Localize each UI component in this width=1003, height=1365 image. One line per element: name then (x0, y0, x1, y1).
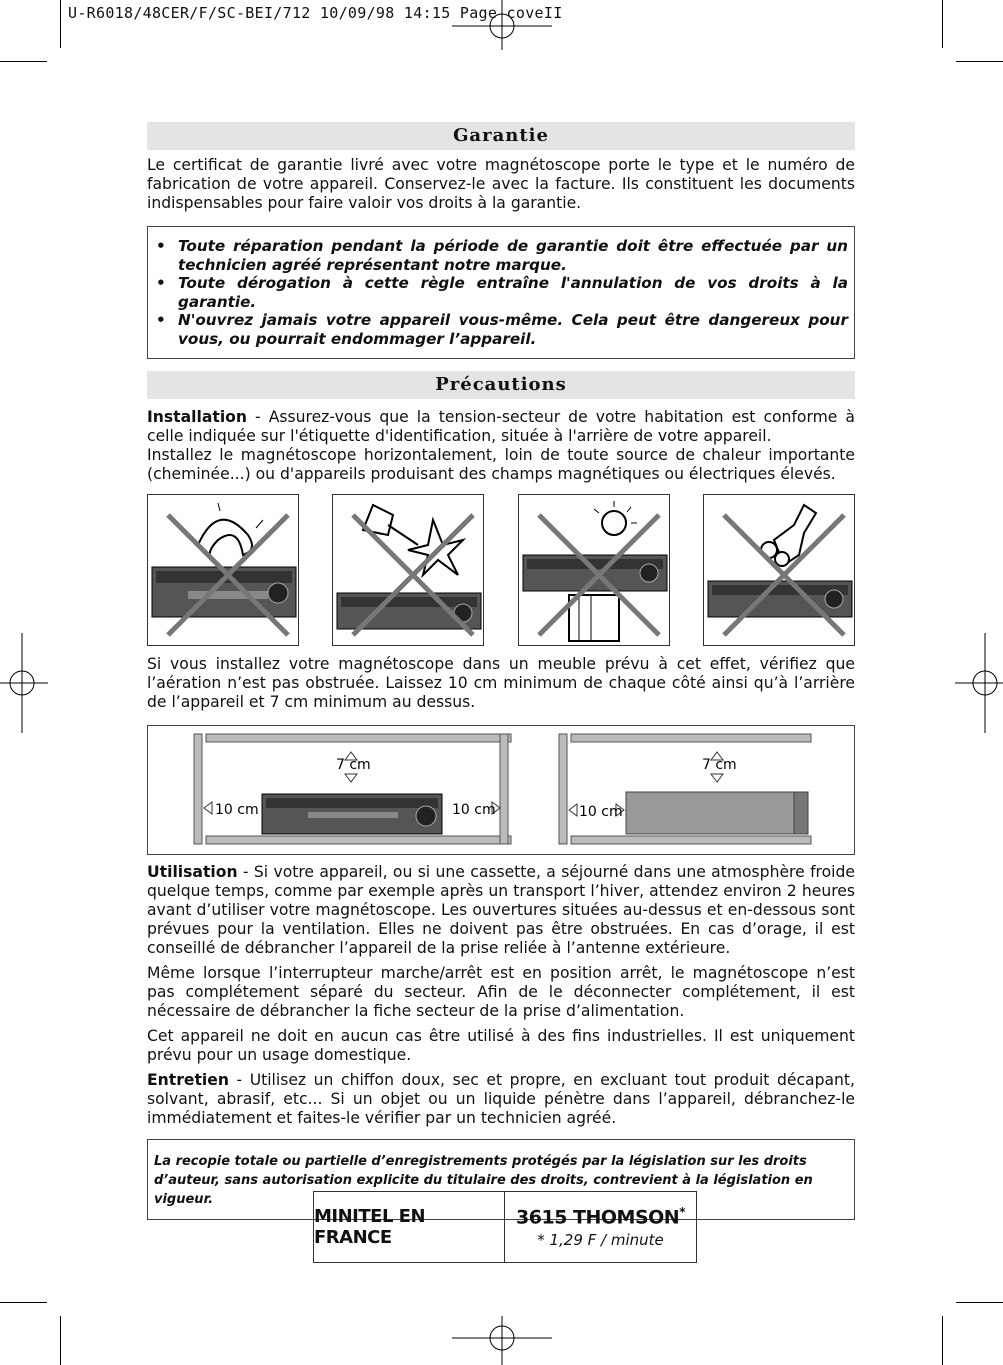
hazard-illustrations (147, 494, 855, 646)
dimension-label-top: 7 cm (702, 757, 737, 773)
minitel-box (313, 1191, 697, 1263)
installation-paragraph-2: Installez le magnétoscope horizontalement, loin de toute source de chaleur importante (cheminée...) ou d'appareils produisant des champs magnétiques ou électriques élevés. (147, 446, 855, 483)
minitel-info (505, 1192, 696, 1262)
registration-mark-icon (955, 633, 1003, 733)
crop-mark (60, 1316, 61, 1365)
crop-mark (956, 61, 1003, 62)
legal-notice: La recopie totale ou partielle d’enregistrements protégés par la législation sur les droits d’auteur, sans autorisation explicite du titulaire des droits, contrevient à la législation en vigueur. (147, 1139, 855, 1220)
registration-mark-icon (452, 1316, 552, 1365)
domestic-paragraph: Cet appareil ne doit en aucun cas être utilisé à des fins industrielles. Il est uniquement prévu pour un usage domestique. (147, 1027, 855, 1064)
vase-flowers-icon (704, 495, 854, 645)
spacing-diagram (147, 725, 855, 855)
switch-paragraph: Même lorsque l’interrupteur marche/arrêt est en position arrêt, le magnétoscope n’est pas complétement séparé du secteur. Afin de le déconnecter complétement, il est nécessaire de débrancher la fiche secteur de la prise d’alimentation. (147, 964, 855, 1020)
entretien-paragraph: Entretien - Utilisez un chiffon doux, sec et propre, en excluant tout produit décapant, solvant, abrasif, etc... Si un objet ou un liquide pénètre dans l’appareil, débranchez-le immédiatement et faites-le vérifier par un technicien agréé. (147, 1071, 855, 1127)
section-title-precautions: Précautions (147, 371, 855, 399)
dimension-label-side: 10 cm (579, 804, 623, 820)
crop-mark (942, 0, 943, 48)
crop-mark (0, 1302, 47, 1303)
hazard-figure (147, 494, 299, 646)
hazard-figure (518, 494, 670, 646)
page-content (147, 122, 855, 1220)
garantie-intro: Le certificat de garantie livré avec votre magnétoscope porte le type et le numéro de fabrication de votre appareil. Conservez-le avec la facture. Ils constituent les documents indispensables pour faire valoir vos droits à la garantie. (147, 156, 855, 212)
installation-paragraph: Installation - Assurez-vous que la tension-secteur de votre habitation est conforme à celle indiquée sur l'étiquette d'identification, située à l'arrière de votre appareil. (147, 408, 855, 445)
minitel-rate: * 1,29 F / minute (537, 1230, 664, 1249)
magnet-icon (148, 495, 298, 645)
dimension-label-top: 7 cm (336, 757, 371, 773)
crop-mark (60, 0, 61, 48)
warning-item: • N'ouvrez jamais votre appareil vous-même. Cela peut être dangereux pour vous, ou pourrait endommager l’appareil. (156, 311, 848, 348)
plant-watering-icon (333, 495, 483, 645)
section-title-garantie: Garantie (147, 122, 855, 150)
minitel-code: 3615 THOMSON* (516, 1205, 685, 1229)
crop-mark (956, 1302, 1003, 1303)
warning-item: • Toute dérogation à cette règle entraîne l'annulation de vos droits à la garantie. (156, 274, 848, 311)
minitel-label: MINITEL EN FRANCE (314, 1192, 505, 1262)
print-header: U-R6018/48CER/F/SC-BEI/712 10/09/98 14:15 Page coveII (68, 4, 563, 22)
utilisation-paragraph: Utilisation - Si votre appareil, ou si une cassette, a séjourné dans une atmosphère froide quelque temps, comme par exemple après un transport l’hiver, attendez environ 2 heures avant d’utiliser votre magnétoscope. Les ouvertures situées au-dessus et en-dessous sont prévues pour la ventilation. Elles ne doivent pas être obstruées. En cas d’orage, il est conseillé de débrancher l’appareil de la prise reliée à l’antenne extérieure. (147, 863, 855, 957)
registration-mark-icon (0, 633, 48, 733)
dimension-label-side: 10 cm (452, 802, 496, 818)
spacing-diagram-drawing (148, 726, 854, 852)
crop-mark (0, 61, 47, 62)
hazard-figure (703, 494, 855, 646)
sun-heater-icon (519, 495, 669, 645)
garantie-warning-box (147, 226, 855, 359)
hazard-figure (332, 494, 484, 646)
dimension-label-side: 10 cm (215, 802, 259, 818)
crop-mark (942, 1316, 943, 1365)
warning-item: • Toute réparation pendant la période de garantie doit être effectuée par un technicien agréé représentant notre marque. (156, 237, 848, 274)
ventilation-paragraph: Si vous installez votre magnétoscope dans un meuble prévu à cet effet, vérifiez que l’aération n’est pas obstruée. Laissez 10 cm minimum de chaque côté ainsi qu’à l’arrière de l’appareil et 7 cm minimum au dessus. (147, 655, 855, 711)
